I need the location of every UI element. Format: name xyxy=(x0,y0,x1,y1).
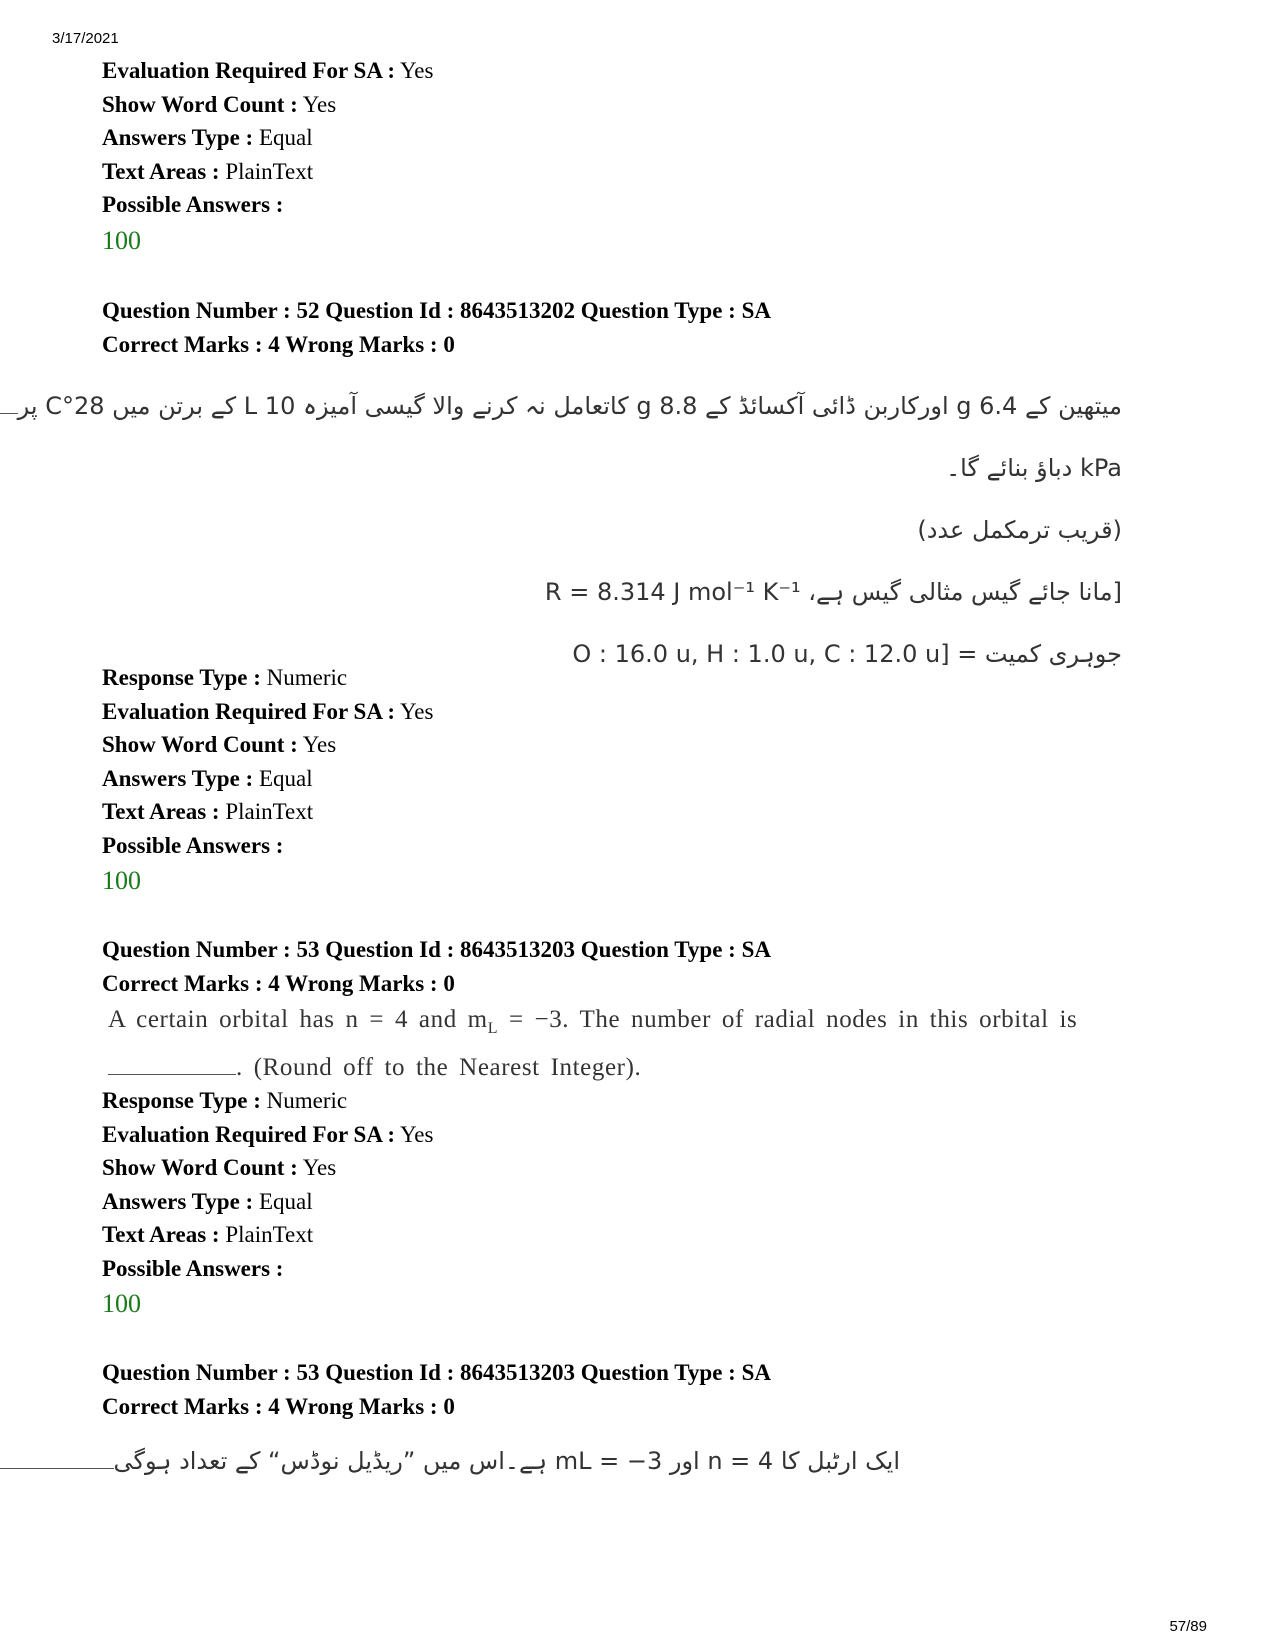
answer-blank xyxy=(0,393,18,414)
question-header: Question Number : 52 Question Id : 8643513202 Question Type : SA xyxy=(102,298,771,323)
urdu-line-4: [مانا جائے گیس مثالی گیس ہے، R = 8.314 J mol⁻¹ K⁻¹ xyxy=(544,578,1122,606)
show-word-count-row: Show Word Count : Yes xyxy=(102,732,337,757)
question-52 xyxy=(102,294,1182,361)
answers-type-row: Answers Type : Equal xyxy=(102,1188,313,1214)
urdu-line-1: ایک ارٹبل کا n = 4 اور mL = −3 ہے۔اس میں ”ریڈیل نوڈس“ کے تعداد ہوگی xyxy=(110,1430,900,1492)
question-53-meta xyxy=(102,1084,1182,1323)
urdu-line-5: جوہری کمیت = [O : 16.0 u, H : 1.0 u, C : 12.0 u xyxy=(572,640,1122,668)
answers-type-row: Answers Type : Equal xyxy=(102,765,313,791)
answer-blank xyxy=(108,1056,236,1075)
question-text-line-2: . (Round off to the Nearest Integer). xyxy=(108,1048,1178,1087)
eval-required-row: Evaluation Required For SA : Yes xyxy=(102,698,434,724)
possible-answers-label: Possible Answers : xyxy=(102,1255,284,1281)
response-type-row: Response Type : Numeric xyxy=(102,1088,348,1113)
show-word-count-row: Show Word Count : Yes xyxy=(102,1155,337,1180)
possible-answer-value: 100 xyxy=(102,1289,141,1318)
marks-header: Correct Marks : 4 Wrong Marks : 0 xyxy=(102,970,455,996)
question-header: Question Number : 53 Question Id : 8643513203 Question Type : SA xyxy=(102,937,771,962)
question-51-tail xyxy=(102,54,1182,260)
page-number: 57/89 xyxy=(1169,1618,1207,1635)
possible-answer-value: 100 xyxy=(102,866,141,895)
question-text-line-1: A certain orbital has n = 4 and $m_L = -3$. The number of radial nodes in this orbital is xyxy=(108,1006,1078,1037)
text-areas-row: Text Areas : PlainText xyxy=(102,1222,314,1247)
possible-answers-label: Possible Answers : xyxy=(102,832,284,858)
text-areas-row: Text Areas : PlainText xyxy=(102,799,314,824)
marks-header: Correct Marks : 4 Wrong Marks : 0 xyxy=(102,331,455,357)
question-53-urdu xyxy=(102,1356,1182,1423)
answer-blank xyxy=(0,1448,114,1469)
text-areas-row: Text Areas : PlainText xyxy=(102,158,314,184)
marks-header: Correct Marks : 4 Wrong Marks : 0 xyxy=(102,1393,455,1419)
possible-answers-label: Possible Answers : xyxy=(102,192,284,217)
question-53 xyxy=(102,933,1182,1000)
question-52-meta xyxy=(102,661,1182,900)
eval-required-row: Evaluation Required For SA : Yes xyxy=(102,1121,434,1147)
eval-required-row: Evaluation Required For SA : Yes xyxy=(102,58,434,83)
urdu-line-2: kPa دباؤ بنائے گا۔ xyxy=(946,454,1122,482)
question-header: Question Number : 53 Question Id : 8643513203 Question Type : SA xyxy=(102,1360,771,1385)
question-53-text xyxy=(102,1000,1178,1087)
page-date: 3/17/2021 xyxy=(52,30,119,47)
question-52-urdu-text xyxy=(17,375,1122,685)
urdu-line-1: میتھین کے 6.4 g اورکاربن ڈائی آکسائڈ کے 8.8 g کاتعامل نہ کرنے والا گیسی آمیزہ 10 L کے برتن میں 28°C پر xyxy=(102,375,1122,437)
answers-type-row: Answers Type : Equal xyxy=(102,125,313,150)
question-53-urdu-text xyxy=(110,1430,900,1492)
possible-answer-value: 100 xyxy=(102,225,141,255)
urdu-line-3: (قریب ترمکمل عدد) xyxy=(917,516,1122,544)
show-word-count-row: Show Word Count : Yes xyxy=(102,91,337,117)
response-type-row: Response Type : Numeric xyxy=(102,665,348,690)
